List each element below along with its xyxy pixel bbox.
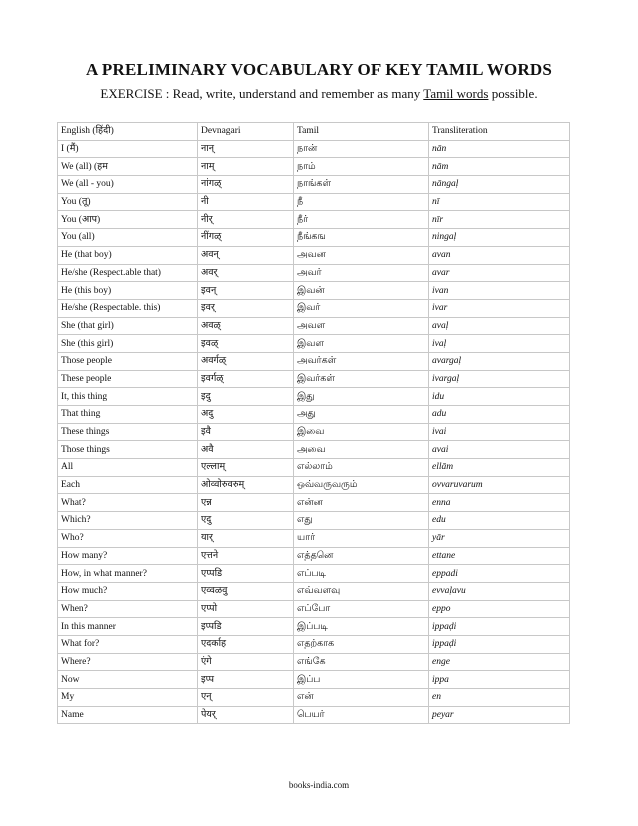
tamil-cell: எப்படி xyxy=(294,565,429,583)
tamil-cell: அது xyxy=(294,406,429,424)
tamil-cell: எத்தனெ xyxy=(294,547,429,565)
tamil-cell: இவர் xyxy=(294,299,429,317)
english-cell: Those people xyxy=(58,352,198,370)
tamil-cell: எங்கே xyxy=(294,653,429,671)
english-cell: Where? xyxy=(58,653,198,671)
transliteration-cell: yār xyxy=(429,529,570,547)
table-row xyxy=(58,317,570,335)
tamil-cell: நாம் xyxy=(294,158,429,176)
table-row xyxy=(58,406,570,424)
transliteration-cell: peyar xyxy=(429,706,570,724)
english-cell: How much? xyxy=(58,582,198,600)
transliteration-cell: idu xyxy=(429,388,570,406)
devnagari-cell: ओव्वोरुवरुम् xyxy=(198,476,294,494)
table-row xyxy=(58,600,570,618)
transliteration-cell: ovvaruvarum xyxy=(429,476,570,494)
english-cell: We (all) (हम xyxy=(58,158,198,176)
devnagari-cell: एप्पो xyxy=(198,600,294,618)
english-cell: What? xyxy=(58,494,198,512)
table-row xyxy=(58,176,570,194)
tamil-cell: அவள xyxy=(294,317,429,335)
table-row xyxy=(58,494,570,512)
transliteration-cell: avaḷ xyxy=(429,317,570,335)
transliteration-cell: nī xyxy=(429,193,570,211)
transliteration-cell: ivaḷ xyxy=(429,335,570,353)
table-header-row xyxy=(58,123,570,141)
tamil-cell: எதற்காக xyxy=(294,635,429,653)
english-cell: Name xyxy=(58,706,198,724)
table-row xyxy=(58,282,570,300)
tamil-cell: நீ xyxy=(294,193,429,211)
table-row xyxy=(58,246,570,264)
devnagari-cell: नाम् xyxy=(198,158,294,176)
transliteration-cell: evvaḷavu xyxy=(429,582,570,600)
english-cell: These people xyxy=(58,370,198,388)
transliteration-cell: avargaḷ xyxy=(429,352,570,370)
table-row xyxy=(58,388,570,406)
tamil-cell: நாங்கள் xyxy=(294,176,429,194)
table-row xyxy=(58,512,570,530)
english-cell: Now xyxy=(58,671,198,689)
tamil-cell: என் xyxy=(294,689,429,707)
transliteration-cell: enna xyxy=(429,494,570,512)
english-cell: These things xyxy=(58,423,198,441)
table-row xyxy=(58,299,570,317)
transliteration-cell: adu xyxy=(429,406,570,424)
tamil-cell: நீர் xyxy=(294,211,429,229)
english-cell: You (all) xyxy=(58,229,198,247)
devnagari-cell: अदु xyxy=(198,406,294,424)
transliteration-cell: nān xyxy=(429,140,570,158)
tamil-words-link[interactable]: Tamil words xyxy=(423,86,489,101)
table-row xyxy=(58,459,570,477)
page-title: A PRELIMINARY VOCABULARY OF KEY TAMIL WORDS xyxy=(85,60,553,79)
devnagari-cell: एत्तने xyxy=(198,547,294,565)
tamil-cell: எது xyxy=(294,512,429,530)
english-cell: It, this thing xyxy=(58,388,198,406)
instruction-prefix: EXERCISE : Read, write, understand and remember as many xyxy=(100,86,424,101)
table-row xyxy=(58,158,570,176)
table-row xyxy=(58,635,570,653)
transliteration-cell: avan xyxy=(429,246,570,264)
english-cell: You (तू) xyxy=(58,193,198,211)
devnagari-cell: एन् xyxy=(198,689,294,707)
devnagari-cell: यार् xyxy=(198,529,294,547)
devnagari-cell: एप्पडि xyxy=(198,565,294,583)
devnagari-cell: अवर्गळ् xyxy=(198,352,294,370)
table-row xyxy=(58,476,570,494)
table-row xyxy=(58,706,570,724)
header-transliteration: Transliteration xyxy=(429,123,570,141)
english-cell: I (मैं) xyxy=(58,140,198,158)
devnagari-cell: पेयर् xyxy=(198,706,294,724)
tamil-cell: நான் xyxy=(294,140,429,158)
devnagari-cell: इप्पडि xyxy=(198,618,294,636)
tamil-cell: அவன xyxy=(294,246,429,264)
devnagari-cell: नांगळ् xyxy=(198,176,294,194)
table-row xyxy=(58,423,570,441)
english-cell: When? xyxy=(58,600,198,618)
tamil-cell: இவன் xyxy=(294,282,429,300)
table-row xyxy=(58,618,570,636)
transliteration-cell: edu xyxy=(429,512,570,530)
tamil-cell: அவர் xyxy=(294,264,429,282)
devnagari-cell: इवर् xyxy=(198,299,294,317)
transliteration-cell: ippaḍi xyxy=(429,618,570,636)
tamil-cell: பெயர் xyxy=(294,706,429,724)
english-cell: He/she (Respectable. this) xyxy=(58,299,198,317)
transliteration-cell: ettane xyxy=(429,547,570,565)
exercise-instruction xyxy=(0,86,638,102)
table-row xyxy=(58,193,570,211)
devnagari-cell: इवर्गळ् xyxy=(198,370,294,388)
devnagari-cell: एव्वळवु xyxy=(198,582,294,600)
english-cell: You (आप) xyxy=(58,211,198,229)
english-cell: What for? xyxy=(58,635,198,653)
vocabulary-table-body xyxy=(58,123,570,724)
english-cell: We (all - you) xyxy=(58,176,198,194)
devnagari-cell: नीर् xyxy=(198,211,294,229)
devnagari-cell: नान् xyxy=(198,140,294,158)
english-cell: He (that boy) xyxy=(58,246,198,264)
table-row xyxy=(58,653,570,671)
transliteration-cell: eppadi xyxy=(429,565,570,583)
footer-source: books-india.com xyxy=(288,780,350,790)
tamil-cell: யார் xyxy=(294,529,429,547)
transliteration-cell: ivai xyxy=(429,423,570,441)
devnagari-cell: अवळ् xyxy=(198,317,294,335)
transliteration-cell: ningaḷ xyxy=(429,229,570,247)
english-cell: Which? xyxy=(58,512,198,530)
transliteration-cell: ivar xyxy=(429,299,570,317)
table-row xyxy=(58,229,570,247)
transliteration-cell: en xyxy=(429,689,570,707)
transliteration-cell: ivargaḷ xyxy=(429,370,570,388)
tamil-cell: நீங்கங xyxy=(294,229,429,247)
transliteration-cell: enge xyxy=(429,653,570,671)
table-row xyxy=(58,565,570,583)
tamil-cell: இது xyxy=(294,388,429,406)
transliteration-cell: ivan xyxy=(429,282,570,300)
tamil-cell: என்ன xyxy=(294,494,429,512)
english-cell: He (this boy) xyxy=(58,282,198,300)
english-cell: My xyxy=(58,689,198,707)
table-row xyxy=(58,264,570,282)
devnagari-cell: इप्प xyxy=(198,671,294,689)
transliteration-cell: avai xyxy=(429,441,570,459)
table-row xyxy=(58,671,570,689)
devnagari-cell: अवै xyxy=(198,441,294,459)
devnagari-cell: इवळ् xyxy=(198,335,294,353)
transliteration-cell: ippa xyxy=(429,671,570,689)
tamil-cell: அவை xyxy=(294,441,429,459)
tamil-cell: அவர்கள் xyxy=(294,352,429,370)
english-cell: That thing xyxy=(58,406,198,424)
tamil-cell: இவள xyxy=(294,335,429,353)
table-row xyxy=(58,441,570,459)
english-cell: All xyxy=(58,459,198,477)
devnagari-cell: नींगळ् xyxy=(198,229,294,247)
tamil-cell: இப்ப xyxy=(294,671,429,689)
tamil-cell: இவர்கள் xyxy=(294,370,429,388)
english-cell: She (that girl) xyxy=(58,317,198,335)
english-cell: Those things xyxy=(58,441,198,459)
english-cell: He/she (Respect.able that) xyxy=(58,264,198,282)
devnagari-cell: नी xyxy=(198,193,294,211)
header-devnagari: Devnagari xyxy=(198,123,294,141)
table-row xyxy=(58,529,570,547)
english-cell: In this manner xyxy=(58,618,198,636)
devnagari-cell: इदु xyxy=(198,388,294,406)
tamil-cell: ஒவ்வருவரும் xyxy=(294,476,429,494)
transliteration-cell: nām xyxy=(429,158,570,176)
transliteration-cell: eppo xyxy=(429,600,570,618)
table-row xyxy=(58,352,570,370)
tamil-cell: இவை xyxy=(294,423,429,441)
devnagari-cell: एदर्काह xyxy=(198,635,294,653)
table-row xyxy=(58,582,570,600)
transliteration-cell: avar xyxy=(429,264,570,282)
devnagari-cell: इवै xyxy=(198,423,294,441)
devnagari-cell: एल्लाम् xyxy=(198,459,294,477)
english-cell: How, in what manner? xyxy=(58,565,198,583)
devnagari-cell: एन्न xyxy=(198,494,294,512)
table-row xyxy=(58,335,570,353)
tamil-cell: எவ்வளவு xyxy=(294,582,429,600)
table-row xyxy=(58,547,570,565)
devnagari-cell: एंगे xyxy=(198,653,294,671)
table-row xyxy=(58,211,570,229)
transliteration-cell: ippaḍi xyxy=(429,635,570,653)
english-cell: Who? xyxy=(58,529,198,547)
devnagari-cell: इवन् xyxy=(198,282,294,300)
instruction-suffix: possible. xyxy=(488,86,538,101)
tamil-cell: இப்படி xyxy=(294,618,429,636)
tamil-cell: எல்லாம் xyxy=(294,459,429,477)
table-row xyxy=(58,140,570,158)
table-row xyxy=(58,370,570,388)
transliteration-cell: ellām xyxy=(429,459,570,477)
devnagari-cell: एदु xyxy=(198,512,294,530)
english-cell: She (this girl) xyxy=(58,335,198,353)
table-row xyxy=(58,689,570,707)
transliteration-cell: nīr xyxy=(429,211,570,229)
vocabulary-table xyxy=(57,122,570,724)
header-english: English (हिंदी) xyxy=(58,123,198,141)
english-cell: Each xyxy=(58,476,198,494)
tamil-cell: எப்போ xyxy=(294,600,429,618)
transliteration-cell: nāngaḷ xyxy=(429,176,570,194)
devnagari-cell: अवर् xyxy=(198,264,294,282)
devnagari-cell: अवन् xyxy=(198,246,294,264)
english-cell: How many? xyxy=(58,547,198,565)
header-tamil: Tamil xyxy=(294,123,429,141)
